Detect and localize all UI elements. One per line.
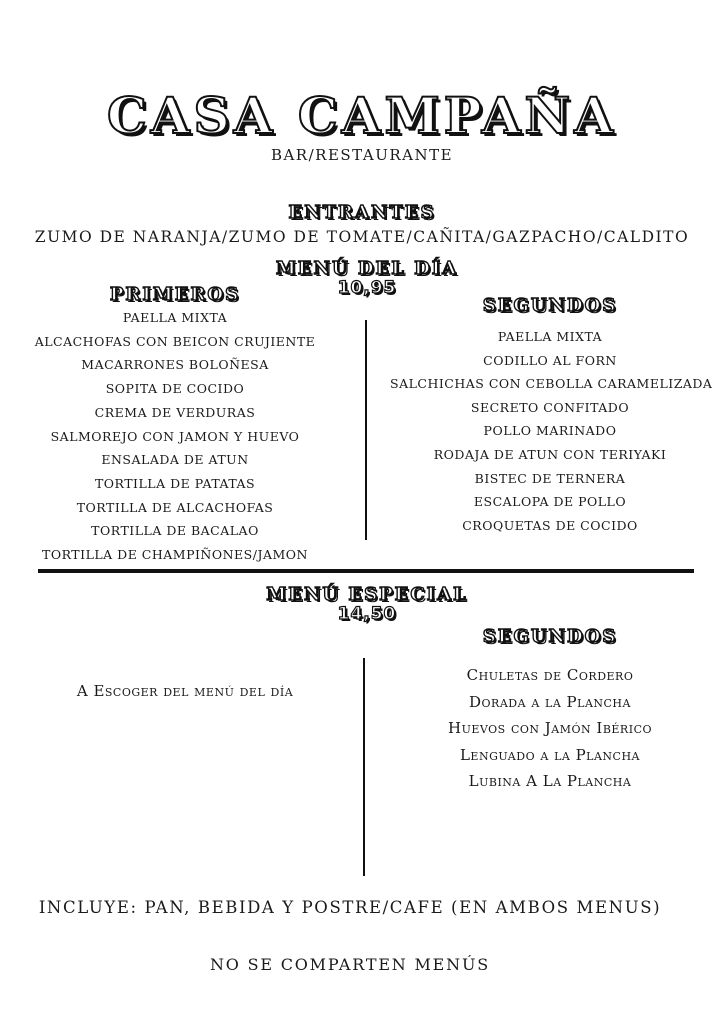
list-item: SECRETO CONFITADO (470, 399, 630, 415)
restaurant-title: CASA CAMPAÑA (106, 86, 618, 145)
list-item: Huevos con Jamón Ibérico (447, 719, 652, 737)
restaurant-subtitle: BAR/RESTAURANTE (270, 146, 454, 164)
list-item: TORTILLA DE BACALAO (91, 523, 259, 539)
menu-dia-price: 10,95 (337, 278, 397, 298)
list-item: SALCHICHAS CON CEBOLLA CARAMELIZADA (390, 376, 713, 392)
list-item: TORTILLA DE CHAMPIÑONES/JAMON (42, 547, 308, 562)
list-item: RODAJA DE ATUN CON TERIYAKI (433, 447, 667, 462)
list-item: Dorada a la Plancha (469, 692, 631, 711)
list-item: MACARRONES BOLOÑESA (81, 357, 269, 373)
list-item: ESCALOPA DE POLLO (473, 494, 627, 510)
especial-primeros-note: A Escoger del menú del día (76, 682, 294, 700)
list-item: SOPITA DE COCIDO (105, 381, 245, 397)
list-item: POLLO MARINADO (483, 423, 617, 439)
list-item: CREMA DE VERDURAS (94, 404, 256, 420)
list-item: Lenguado a la Plancha (459, 745, 641, 764)
includes-note: INCLUYE: PAN, BEBIDA Y POSTRE/CAFE (EN AMBOS MENUS) (38, 898, 662, 917)
column-divider (363, 658, 365, 876)
section-divider (38, 569, 694, 573)
list-item: TORTILLA DE ALCACHOFAS (76, 499, 274, 515)
list-item: ENSALADA DE ATUN (101, 452, 249, 468)
segundos-heading: SEGUNDOS (482, 295, 618, 316)
menu-especial-price: 14,50 (337, 604, 397, 624)
primeros-heading: PRIMEROS (109, 284, 241, 305)
list-item: PAELLA MIXTA (497, 329, 603, 344)
list-item: SALMOREJO CON JAMON Y HUEVO (50, 428, 300, 444)
list-item: CODILLO AL FORN (483, 352, 617, 368)
column-divider (365, 320, 367, 540)
especial-segundos-heading: SEGUNDOS (482, 626, 618, 647)
no-sharing-note: NO SE COMPARTEN MENÚS (209, 955, 491, 974)
entrantes-heading: ENTRANTES (288, 202, 436, 223)
menu-dia-heading: MENÚ DEL DÍA (275, 258, 459, 279)
list-item: Chuletas de Cordero (466, 666, 634, 684)
list-item: BISTEC DE TERNERA (474, 470, 626, 486)
list-item: ALCACHOFAS CON BEICON CRUJIENTE (34, 333, 316, 349)
entrantes-items: ZUMO DE NARANJA/ZUMO DE TOMATE/CAÑITA/GAZPACHO/CALDITO (34, 228, 690, 246)
list-item: PAELLA MIXTA (122, 310, 228, 325)
list-item: TORTILLA DE PATATAS (94, 475, 256, 491)
list-item: Lubina A La Plancha (468, 772, 632, 790)
menu-especial-heading: MENÚ ESPECIAL (266, 584, 468, 605)
list-item: CROQUETAS DE COCIDO (462, 517, 638, 533)
